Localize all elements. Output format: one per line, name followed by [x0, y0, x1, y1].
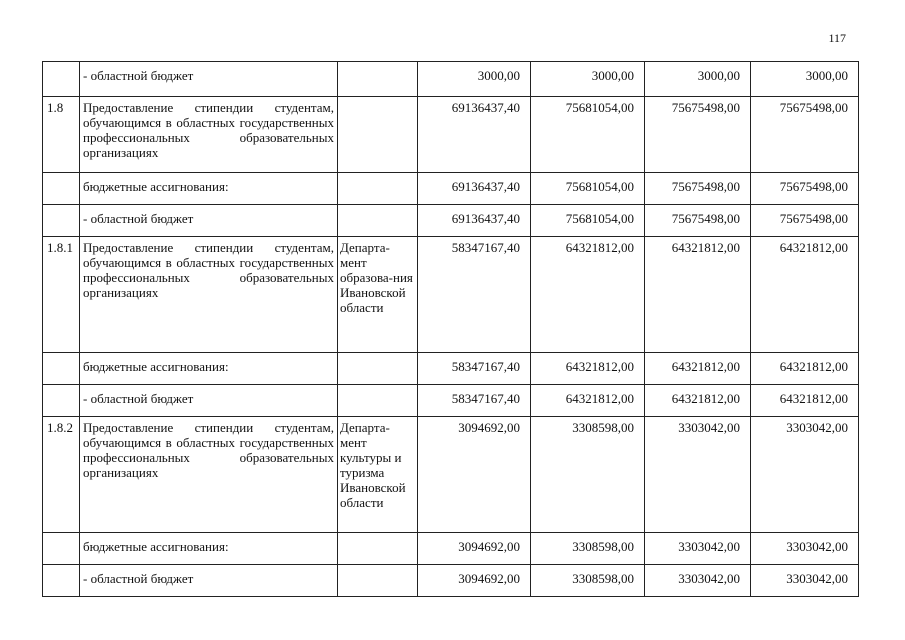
row-number: 1.8.2 — [43, 417, 80, 533]
value-cell: 75675498,00 — [751, 205, 859, 237]
value-cell: 58347167,40 — [418, 353, 531, 385]
table-row — [43, 205, 859, 237]
row-name: Предоставление стипендии студентам, обучающимся в областных государственных профессиональных образовательных организациях — [80, 237, 338, 353]
row-executor — [338, 565, 418, 597]
value-cell: 64321812,00 — [531, 385, 645, 417]
value-cell: 64321812,00 — [751, 353, 859, 385]
value-cell: 3303042,00 — [645, 417, 751, 533]
row-executor — [338, 533, 418, 565]
value-cell: 3303042,00 — [645, 565, 751, 597]
row-name: - областной бюджет — [80, 62, 338, 97]
row-executor — [338, 385, 418, 417]
value-cell: 64321812,00 — [751, 385, 859, 417]
value-cell: 3303042,00 — [751, 533, 859, 565]
value-cell: 3303042,00 — [645, 533, 751, 565]
value-cell: 75681054,00 — [531, 97, 645, 173]
value-cell: 3308598,00 — [531, 565, 645, 597]
row-executor — [338, 62, 418, 97]
row-name: - областной бюджет — [80, 205, 338, 237]
row-name: Предоставление стипендии студентам, обучающимся в областных государственных профессиональных образовательных организациях — [80, 417, 338, 533]
value-cell: 3303042,00 — [751, 417, 859, 533]
value-cell: 69136437,40 — [418, 173, 531, 205]
value-cell: 64321812,00 — [751, 237, 859, 353]
value-cell: 75681054,00 — [531, 173, 645, 205]
row-number — [43, 353, 80, 385]
value-cell: 3000,00 — [531, 62, 645, 97]
table-row — [43, 417, 859, 533]
value-cell: 75675498,00 — [645, 205, 751, 237]
table-row — [43, 353, 859, 385]
row-executor: Департа-мент образова-ния Ивановской области — [338, 237, 418, 353]
value-cell: 75675498,00 — [751, 173, 859, 205]
table-row — [43, 97, 859, 173]
row-name: - областной бюджет — [80, 385, 338, 417]
row-executor — [338, 205, 418, 237]
row-name: бюджетные ассигнования: — [80, 533, 338, 565]
row-number: 1.8 — [43, 97, 80, 173]
table-row — [43, 565, 859, 597]
row-name: - областной бюджет — [80, 565, 338, 597]
value-cell: 3000,00 — [418, 62, 531, 97]
value-cell: 3094692,00 — [418, 565, 531, 597]
value-cell: 75675498,00 — [645, 173, 751, 205]
value-cell: 58347167,40 — [418, 237, 531, 353]
row-number — [43, 205, 80, 237]
value-cell: 64321812,00 — [645, 385, 751, 417]
value-cell: 58347167,40 — [418, 385, 531, 417]
row-number — [43, 62, 80, 97]
table-row — [43, 385, 859, 417]
table-row — [43, 173, 859, 205]
row-executor — [338, 97, 418, 173]
value-cell: 3000,00 — [645, 62, 751, 97]
row-number — [43, 173, 80, 205]
value-cell: 3303042,00 — [751, 565, 859, 597]
value-cell: 75681054,00 — [531, 205, 645, 237]
value-cell: 69136437,40 — [418, 205, 531, 237]
value-cell: 3094692,00 — [418, 417, 531, 533]
value-cell: 3308598,00 — [531, 533, 645, 565]
row-executor — [338, 353, 418, 385]
row-executor — [338, 173, 418, 205]
value-cell: 75675498,00 — [645, 97, 751, 173]
row-name: бюджетные ассигнования: — [80, 173, 338, 205]
page-number: 117 — [828, 31, 846, 45]
row-name: бюджетные ассигнования: — [80, 353, 338, 385]
value-cell: 69136437,40 — [418, 97, 531, 173]
table-row — [43, 533, 859, 565]
value-cell: 3000,00 — [751, 62, 859, 97]
table-row — [43, 62, 859, 97]
value-cell: 64321812,00 — [645, 353, 751, 385]
row-executor: Департа-мент культуры и туризма Ивановской области — [338, 417, 418, 533]
budget-table — [42, 61, 859, 597]
row-number — [43, 565, 80, 597]
value-cell: 3308598,00 — [531, 417, 645, 533]
value-cell: 75675498,00 — [751, 97, 859, 173]
table-row — [43, 237, 859, 353]
value-cell: 64321812,00 — [645, 237, 751, 353]
row-number: 1.8.1 — [43, 237, 80, 353]
row-name: Предоставление стипендии студентам, обучающимся в областных государственных профессиональных образовательных организациях — [80, 97, 338, 173]
row-number — [43, 533, 80, 565]
value-cell: 3094692,00 — [418, 533, 531, 565]
value-cell: 64321812,00 — [531, 237, 645, 353]
value-cell: 64321812,00 — [531, 353, 645, 385]
row-number — [43, 385, 80, 417]
